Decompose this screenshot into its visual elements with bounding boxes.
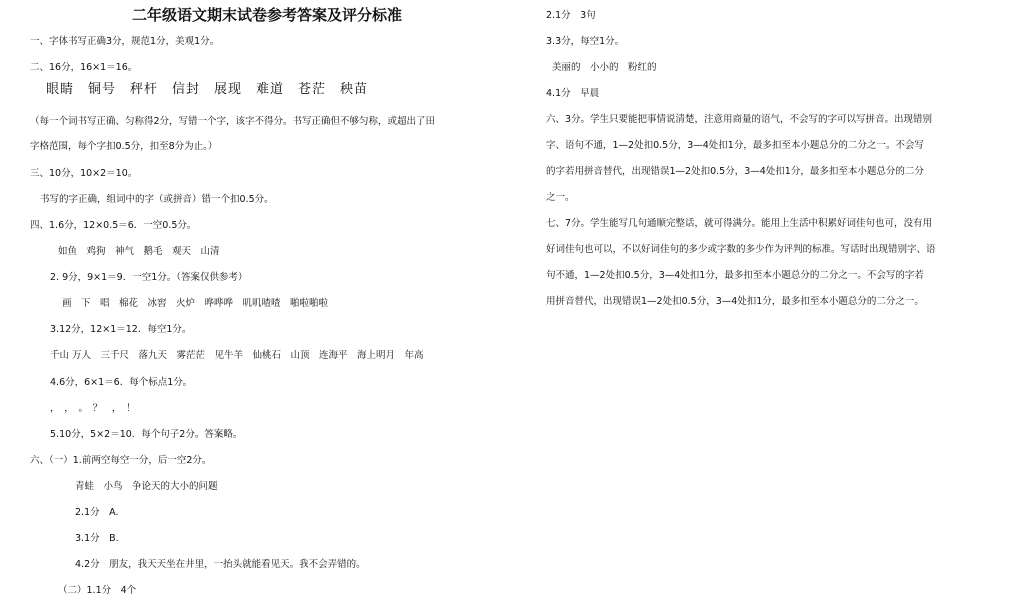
answer-line: 2. 9分，9×1＝9．一空1分。（答案仅供参考）: [50, 272, 248, 283]
answer-line: 书写的字正确，组词中的字（或拼音）错一个扣0.5分。: [40, 194, 274, 205]
answer-line: 之一。: [546, 192, 575, 203]
answer-line: 好词佳句也可以，不以好词佳句的多少或字数的多少作为评判的标准。写话时出现错别字、语: [546, 244, 936, 255]
answer-line: 如鱼 鸡狗 神气 鹅毛 观天 山清: [58, 246, 220, 257]
answer-line: 六、3分。学生只要能把事情说清楚，注意用商量的语气，不会写的字可以写拼音。出现错别: [546, 114, 933, 125]
answer-line: 的字若用拼音替代，出现错误1—2处扣0.5分，3—4处扣1分，最多扣至本小题总分的二分: [546, 166, 924, 177]
answer-line: 七、7分。学生能写几句通顺完整话，就可得满分。能用上生活中积累好词佳句也可，没有用: [546, 218, 933, 229]
answer-line: 用拼音替代，出现错误1—2处扣0.5分，3—4处扣1分，最多扣至本小题总分的二分之一。: [546, 296, 924, 307]
answer-line: 美丽的 小小的 粉红的: [552, 62, 657, 73]
answer-line: 3.12分，12×1＝12．每空1分。: [50, 324, 192, 335]
answer-line: （二）1.1分 4个: [58, 585, 137, 596]
right-column: [540, 0, 1021, 604]
answer-line: 六、（一）1.前两空每空一分，后一空2分。: [30, 455, 212, 466]
page-title: 二年级语文期末试卷参考答案及评分标准: [132, 6, 403, 24]
answer-line: 4.1分 早晨: [546, 88, 600, 99]
answer-line: （每一个词书写正确、匀称得2分，写错一个字，该字不得分。书写正确但不够匀称，或超出了田: [30, 116, 436, 127]
answer-line: 3.3分，每空1分。: [546, 36, 625, 47]
answer-line: 字格范围，每个字扣0.5分，扣至8分为止。）: [30, 141, 218, 152]
answer-line: 一、字体书写正确3分，规范1分，美观1分。: [30, 36, 220, 47]
answer-line: 眼睛 铜号 秤杆 信封 展现 难道 苍茫 秧苗: [46, 82, 369, 97]
answer-line: 5.10分，5×2＝10．每个句子2分。答案略。: [50, 429, 243, 440]
answer-line: 二、16分，16×1＝16。: [30, 62, 138, 73]
answer-line: 千山 万人 三千尺 落九天 雾茫茫 见牛羊 仙桃石 山顶 连海平 海上明月 年高: [50, 350, 424, 361]
answer-line: 三、10分，10×2＝10。: [30, 168, 138, 179]
answer-line: ， ， 。 ？ ， ！: [50, 403, 136, 414]
answer-line: 字、语句不通，1—2处扣0.5分，3—4处扣1分，最多扣至本小题总分的二分之一。不会写: [546, 140, 924, 151]
answer-line: 四、1.6分，12×0.5＝6．一空0.5分。: [30, 220, 197, 231]
answer-line: 画 下 唱 棉花 冰窖 火炉 哗哗哗 叽叽喳喳 啪啦啪啦: [62, 298, 329, 309]
answer-line: 青蛙 小鸟 争论天的大小的问题: [75, 481, 218, 492]
answer-line: 句不通，1—2处扣0.5分，3—4处扣1分，最多扣至本小题总分的二分之一。不会写的字若: [546, 270, 924, 281]
answer-line: 4.6分，6×1＝6．每个标点1分。: [50, 377, 193, 388]
answer-line: 2.1分 A.: [75, 507, 119, 518]
answer-line: 4.2分 朋友，我天天坐在井里，一抬头就能看见天。我不会弄错的。: [75, 559, 366, 570]
answer-line: 3.1分 B.: [75, 533, 119, 544]
answer-line: 2.1分 3句: [546, 10, 596, 21]
